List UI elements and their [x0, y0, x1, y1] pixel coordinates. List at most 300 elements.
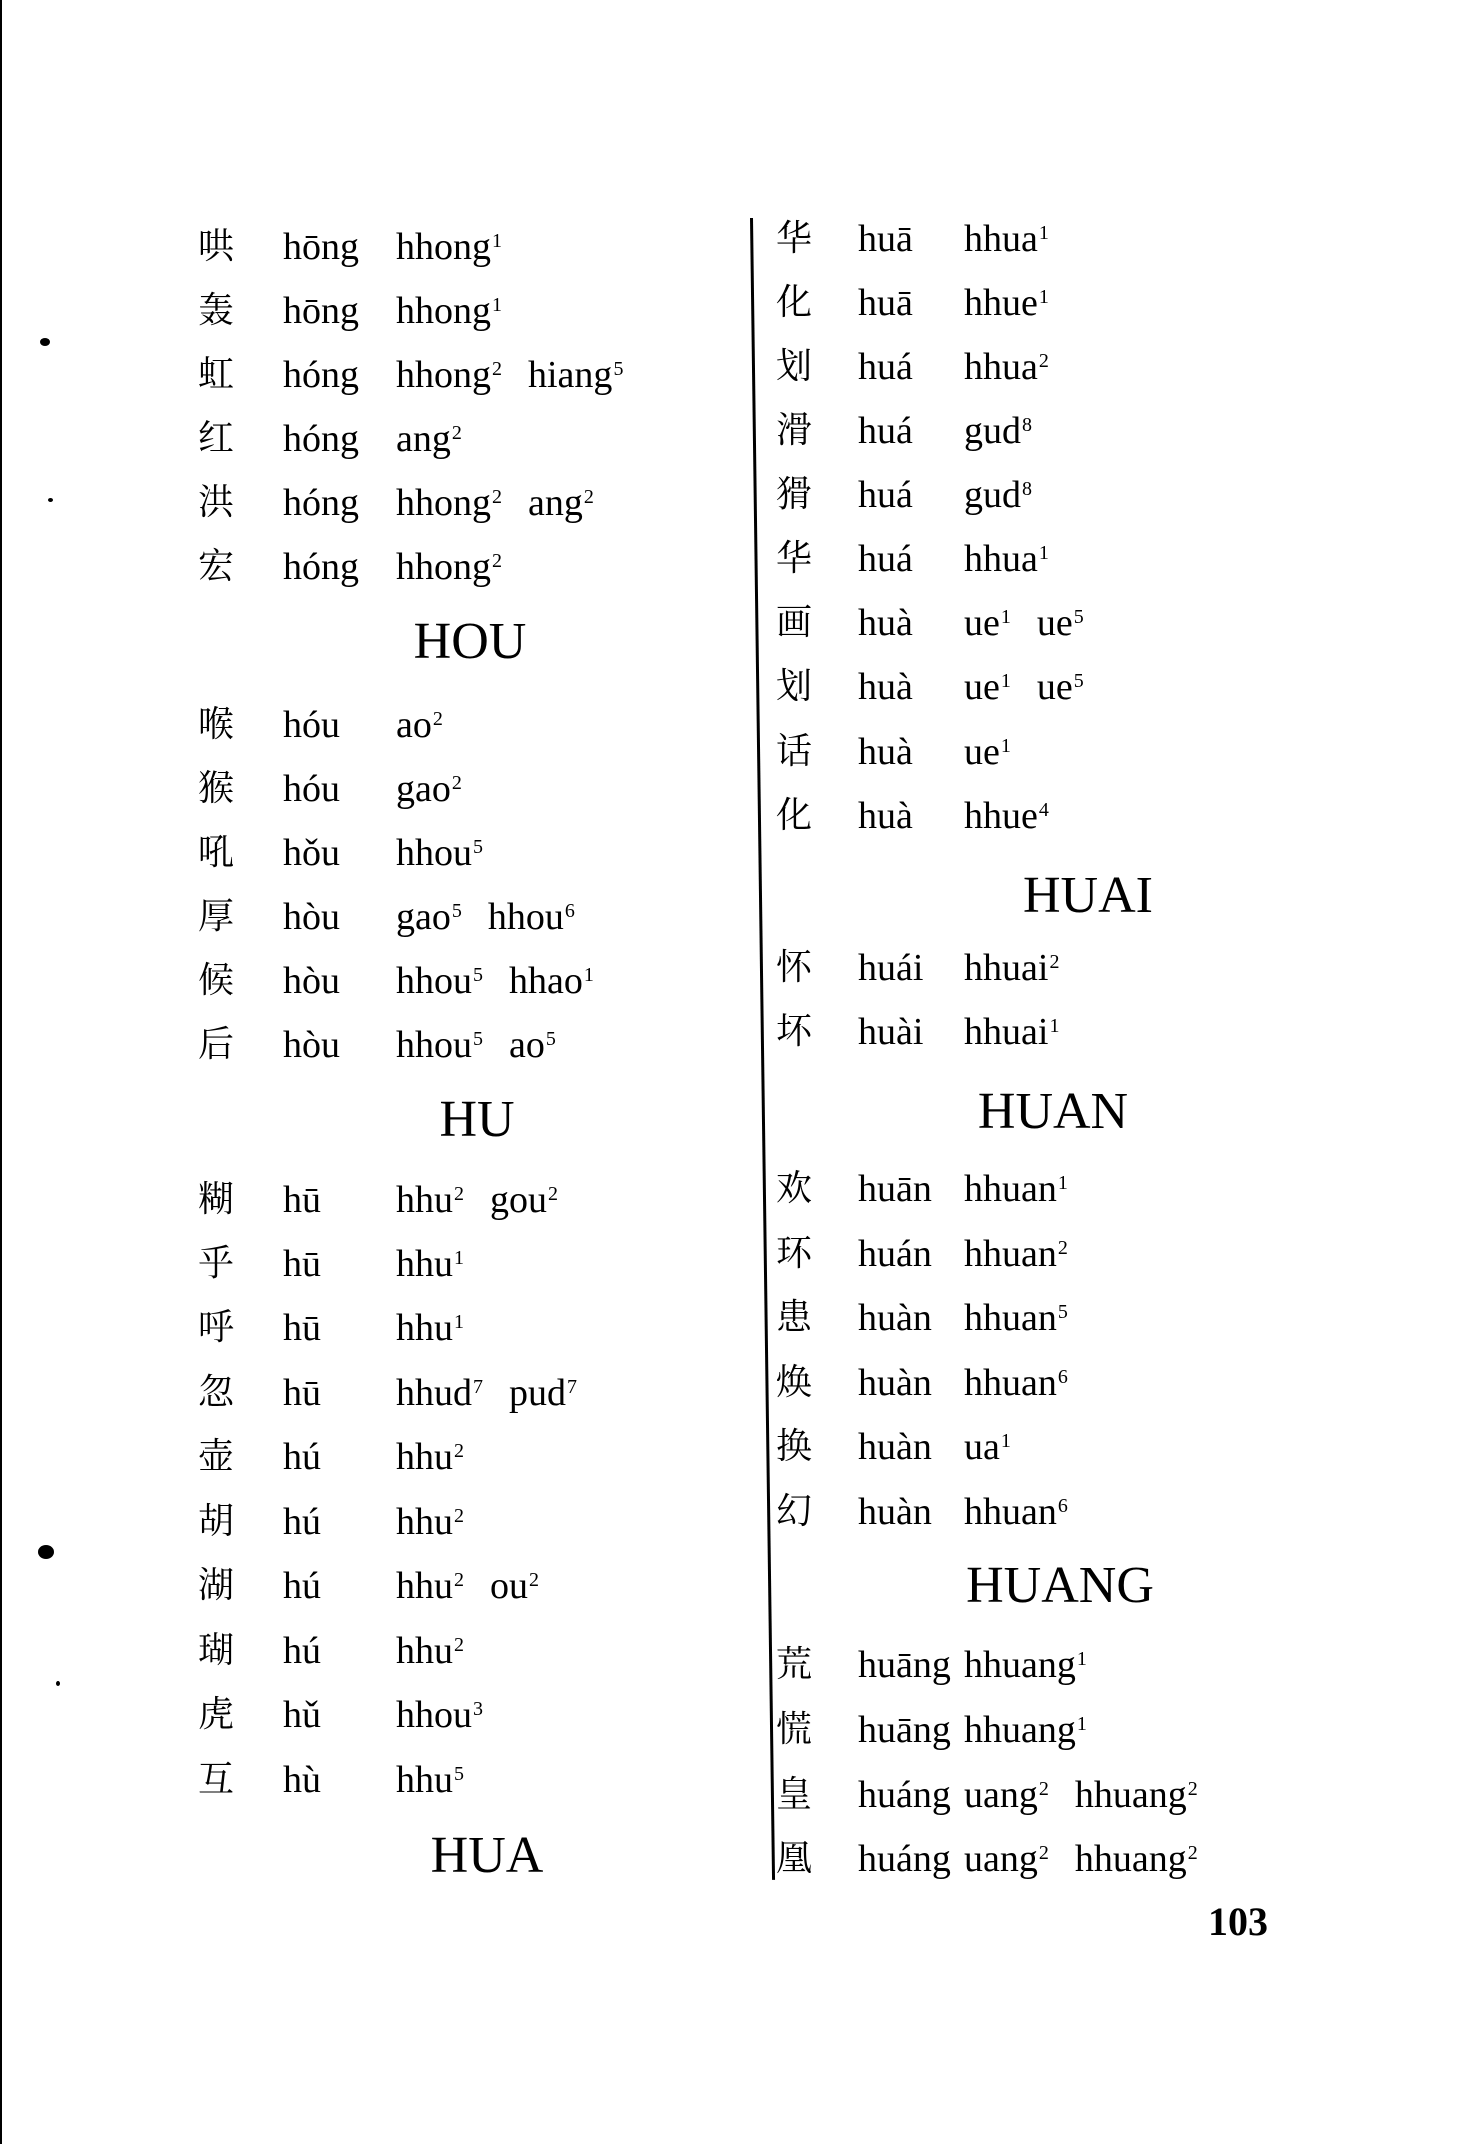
- reading-syllable: hhou: [396, 960, 472, 1002]
- dialect-reading: [964, 278, 1049, 328]
- reading-syllable: hhu: [396, 1759, 453, 1801]
- dialect-readings: [396, 1303, 490, 1353]
- reading-syllable: hhong: [396, 354, 491, 396]
- tone-number: 5: [473, 836, 483, 858]
- tone-number: 1: [1076, 1713, 1087, 1735]
- hanzi-character: 洪: [198, 482, 235, 523]
- dialect-reading: [964, 1487, 1068, 1537]
- dialect-readings: [964, 534, 1075, 584]
- dialect-readings: [396, 1561, 565, 1611]
- reading-syllable: ang: [528, 482, 583, 524]
- hanzi-character: 环: [776, 1233, 813, 1274]
- dialect-reading: [528, 350, 623, 400]
- tone-number: 1: [1038, 542, 1049, 564]
- tone-number: 6: [564, 900, 575, 922]
- mandarin-pinyin: huán: [858, 1233, 932, 1275]
- dialect-reading: [964, 470, 1032, 520]
- reading-syllable: gao: [396, 768, 451, 810]
- hanzi-character: 幻: [776, 1491, 813, 1532]
- tone-number: 2: [1049, 951, 1060, 973]
- tone-number: 1: [454, 1247, 464, 1269]
- reading-syllable: hhud: [396, 1372, 472, 1414]
- mandarin-pinyin: huāng: [858, 1644, 951, 1686]
- dialect-readings: [964, 1007, 1085, 1057]
- mandarin-pinyin: huāng: [858, 1709, 951, 1751]
- dialect-reading: [964, 1705, 1087, 1755]
- reading-syllable: pud: [509, 1372, 566, 1414]
- hanzi-character: 凰: [776, 1838, 813, 1879]
- dialect-reading: [964, 1007, 1059, 1057]
- hanzi-character: 轰: [198, 290, 235, 331]
- dialect-reading: [396, 350, 502, 400]
- dialect-readings: [964, 727, 1037, 777]
- dialect-readings: [964, 406, 1058, 456]
- dialect-readings: [396, 1432, 490, 1482]
- hanzi-character: 胡: [198, 1501, 235, 1542]
- reading-syllable: hhuan: [964, 1362, 1057, 1404]
- hanzi-character: 互: [198, 1759, 235, 1800]
- tone-number: 1: [492, 230, 502, 252]
- section-heading: HU: [439, 1091, 515, 1148]
- dialect-reading: [490, 1175, 558, 1225]
- dialect-readings: [964, 1293, 1094, 1343]
- tone-number: 2: [454, 1183, 464, 1205]
- mandarin-pinyin: hóng: [283, 546, 359, 588]
- dialect-readings: [396, 286, 528, 336]
- hanzi-character: 哄: [198, 226, 235, 267]
- hanzi-character: 换: [776, 1426, 813, 1467]
- dialect-reading: [964, 406, 1032, 456]
- dialect-reading: [396, 414, 462, 464]
- dialect-readings: [964, 470, 1058, 520]
- hanzi-character: 话: [776, 731, 813, 772]
- tone-number: 2: [548, 1183, 558, 1205]
- hanzi-character: 慌: [776, 1709, 813, 1750]
- scan-speck: [48, 498, 53, 502]
- tone-number: 1: [1038, 222, 1049, 244]
- reading-syllable: gou: [490, 1179, 547, 1221]
- dialect-reading: [396, 956, 483, 1006]
- reading-syllable: hhu: [396, 1179, 453, 1221]
- dialect-reading: [509, 956, 594, 1006]
- reading-syllable: ao: [509, 1024, 545, 1066]
- tone-number: 3: [473, 1698, 483, 1720]
- section-heading: HUAI: [1023, 867, 1153, 924]
- scan-speck: [40, 338, 50, 346]
- reading-syllable: hhue: [964, 795, 1038, 837]
- reading-syllable: hhou: [487, 896, 564, 938]
- reading-syllable: hhou: [396, 1694, 472, 1736]
- tone-number: 2: [492, 358, 502, 380]
- scan-speck: [38, 1545, 54, 1559]
- mandarin-pinyin: huàn: [858, 1426, 932, 1468]
- tone-number: 2: [451, 772, 462, 794]
- hanzi-character: 忽: [198, 1372, 235, 1413]
- dialect-reading: [488, 892, 575, 942]
- dialect-readings: [964, 598, 1110, 648]
- mandarin-pinyin: huáng: [858, 1774, 951, 1816]
- reading-syllable: hhong: [396, 290, 491, 332]
- tone-number: 1: [1000, 606, 1011, 628]
- tone-number: 2: [492, 486, 502, 508]
- dialect-readings: [396, 1626, 490, 1676]
- reading-syllable: hhuan: [964, 1233, 1057, 1275]
- reading-syllable: ou: [490, 1565, 528, 1607]
- dialect-reading: [964, 1164, 1068, 1214]
- reading-syllable: gud: [964, 410, 1021, 452]
- dialect-reading: [396, 222, 502, 272]
- section-heading: HUA: [430, 1827, 544, 1884]
- reading-syllable: hhuang: [964, 1709, 1076, 1751]
- tone-number: 2: [1038, 350, 1049, 372]
- hanzi-character: 猴: [198, 768, 235, 809]
- reading-syllable: hhong: [396, 482, 491, 524]
- reading-syllable: hhuan: [964, 1297, 1057, 1339]
- dialect-readings: [964, 1834, 1224, 1884]
- column-divider: [750, 218, 775, 1880]
- reading-syllable: hhu: [396, 1243, 453, 1285]
- reading-syllable: hhua: [964, 346, 1038, 388]
- hanzi-character: 宏: [198, 546, 235, 587]
- tone-number: 5: [473, 964, 483, 986]
- dialect-reading: [396, 1175, 464, 1225]
- page-edge-border: [0, 0, 2, 2144]
- reading-syllable: uang: [964, 1838, 1038, 1880]
- dialect-readings: [396, 478, 620, 528]
- mandarin-pinyin: hù: [283, 1759, 321, 1801]
- hanzi-character: 虎: [198, 1694, 235, 1735]
- dialect-reading: [964, 727, 1011, 777]
- section-heading: HOU: [413, 613, 527, 670]
- reading-syllable: gao: [396, 896, 451, 938]
- dialect-reading: [528, 478, 594, 528]
- tone-number: 4: [1038, 799, 1049, 821]
- dialect-reading: [1075, 1770, 1198, 1820]
- dialect-reading: [964, 1229, 1068, 1279]
- dialect-reading: [396, 1626, 464, 1676]
- hanzi-character: 坏: [776, 1011, 813, 1052]
- mandarin-pinyin: huān: [858, 1168, 932, 1210]
- mandarin-pinyin: hóng: [283, 482, 359, 524]
- dialect-reading: [964, 1640, 1087, 1690]
- dialect-readings: [396, 1175, 584, 1225]
- tone-number: 2: [432, 708, 443, 730]
- mandarin-pinyin: hóng: [283, 354, 359, 396]
- dialect-reading: [396, 828, 483, 878]
- tone-number: 2: [1038, 1842, 1049, 1864]
- dialect-readings: [396, 414, 488, 464]
- hanzi-character: 焕: [776, 1362, 813, 1403]
- hanzi-character: 糊: [198, 1179, 235, 1220]
- hanzi-character: 红: [198, 418, 235, 459]
- dialect-reading: [396, 478, 502, 528]
- hanzi-character: 候: [198, 960, 235, 1001]
- tone-number: 8: [1022, 414, 1032, 436]
- tone-number: 6: [1057, 1495, 1068, 1517]
- dialect-reading: [964, 943, 1059, 993]
- dialect-reading: [396, 1432, 464, 1482]
- dialect-readings: [396, 956, 620, 1006]
- tone-number: 2: [451, 422, 462, 444]
- page-number: 103: [1208, 1899, 1268, 1944]
- hanzi-character: 瑚: [198, 1630, 235, 1671]
- tone-number: 5: [454, 1763, 464, 1785]
- mandarin-pinyin: huà: [858, 795, 913, 837]
- mandarin-pinyin: hū: [283, 1179, 321, 1221]
- dialect-readings: [964, 214, 1075, 264]
- hanzi-character: 吼: [198, 832, 235, 873]
- dialect-readings: [396, 828, 509, 878]
- tone-number: 5: [473, 1028, 483, 1050]
- tone-number: 1: [1000, 1430, 1011, 1452]
- reading-syllable: hiang: [528, 354, 613, 396]
- reading-syllable: hhu: [396, 1565, 453, 1607]
- mandarin-pinyin: huā: [858, 218, 913, 260]
- dialect-readings: [964, 1358, 1094, 1408]
- tone-number: 2: [1038, 1778, 1049, 1800]
- tone-number: 5: [613, 358, 624, 380]
- mandarin-pinyin: huà: [858, 602, 913, 644]
- hanzi-character: 化: [776, 795, 813, 836]
- hanzi-character: 湖: [198, 1565, 235, 1606]
- tone-number: 2: [1187, 1778, 1198, 1800]
- reading-syllable: hhu: [396, 1501, 453, 1543]
- dialect-reading: [964, 1358, 1068, 1408]
- reading-syllable: gud: [964, 474, 1021, 516]
- tone-number: 2: [583, 486, 594, 508]
- reading-syllable: hhou: [396, 1024, 472, 1066]
- dialect-reading: [396, 286, 502, 336]
- dialect-readings: [396, 1239, 490, 1289]
- dialect-readings: [964, 342, 1075, 392]
- mandarin-pinyin: hǔ: [283, 1694, 321, 1736]
- mandarin-pinyin: huá: [858, 410, 913, 452]
- reading-syllable: ang: [396, 418, 451, 460]
- dialect-reading: [396, 1755, 464, 1805]
- hanzi-character: 患: [776, 1297, 813, 1338]
- mandarin-pinyin: hōng: [283, 290, 359, 332]
- tone-number: 1: [1000, 735, 1011, 757]
- dialect-reading: [396, 892, 462, 942]
- dialect-reading: [964, 662, 1011, 712]
- hanzi-character: 厚: [198, 896, 235, 937]
- dialect-reading: [396, 1690, 483, 1740]
- reading-syllable: hhuai: [964, 1011, 1049, 1053]
- reading-syllable: hhong: [396, 546, 491, 588]
- mandarin-pinyin: huàn: [858, 1362, 932, 1404]
- reading-syllable: hhao: [509, 960, 583, 1002]
- mandarin-pinyin: huá: [858, 474, 913, 516]
- mandarin-pinyin: hū: [283, 1307, 321, 1349]
- dialect-readings: [396, 892, 601, 942]
- tone-number: 5: [451, 900, 462, 922]
- reading-syllable: ao: [396, 704, 432, 746]
- reading-syllable: ue: [1036, 666, 1073, 708]
- dialect-readings: [396, 222, 528, 272]
- dialect-readings: [964, 943, 1085, 993]
- tone-number: 2: [1057, 1237, 1068, 1259]
- dialect-reading: [396, 1020, 483, 1070]
- hanzi-character: 滑: [776, 410, 813, 451]
- dialect-readings: [396, 350, 649, 400]
- reading-syllable: hhua: [964, 538, 1038, 580]
- dialect-reading: [964, 1293, 1068, 1343]
- tone-number: 5: [545, 1028, 556, 1050]
- dialect-reading: [964, 1770, 1049, 1820]
- hanzi-character: 华: [776, 538, 813, 579]
- dialect-readings: [964, 1640, 1113, 1690]
- tone-number: 5: [1057, 1301, 1068, 1323]
- dialect-reading: [396, 1561, 464, 1611]
- hanzi-character: 壶: [198, 1436, 235, 1477]
- dialect-reading: [396, 1239, 464, 1289]
- tone-number: 2: [1187, 1842, 1198, 1864]
- section-heading: HUAN: [977, 1083, 1129, 1140]
- reading-syllable: uang: [964, 1774, 1038, 1816]
- dialect-reading: [509, 1368, 577, 1418]
- dialect-readings: [964, 1422, 1037, 1472]
- hanzi-character: 皇: [776, 1774, 813, 1815]
- mandarin-pinyin: huàn: [858, 1491, 932, 1533]
- hanzi-character: 猾: [776, 474, 813, 515]
- mandarin-pinyin: hòu: [283, 960, 340, 1002]
- mandarin-pinyin: hū: [283, 1243, 321, 1285]
- mandarin-pinyin: huàn: [858, 1297, 932, 1339]
- mandarin-pinyin: hú: [283, 1436, 321, 1478]
- dialect-readings: [964, 1229, 1094, 1279]
- dialect-readings: [396, 700, 469, 750]
- mandarin-pinyin: hōng: [283, 226, 359, 268]
- reading-syllable: hhuang: [1074, 1838, 1187, 1880]
- tone-number: 2: [529, 1569, 539, 1591]
- reading-syllable: ue: [964, 602, 1000, 644]
- mandarin-pinyin: hū: [283, 1372, 321, 1414]
- mandarin-pinyin: huā: [858, 282, 913, 324]
- reading-syllable: hhuang: [1074, 1774, 1187, 1816]
- dialect-readings: [964, 662, 1110, 712]
- dialect-reading: [396, 1497, 464, 1547]
- dialect-reading: [964, 791, 1049, 841]
- tone-number: 1: [1057, 1172, 1068, 1194]
- dialect-reading: [396, 542, 502, 592]
- tone-number: 1: [1049, 1015, 1060, 1037]
- dialect-readings: [396, 1020, 582, 1070]
- reading-syllable: ue: [964, 666, 1000, 708]
- hanzi-character: 喉: [198, 704, 235, 745]
- hanzi-character: 乎: [198, 1243, 235, 1284]
- hanzi-character: 欢: [776, 1168, 813, 1209]
- mandarin-pinyin: huáng: [858, 1838, 951, 1880]
- reading-syllable: hhuai: [964, 947, 1049, 989]
- dialect-reading: [964, 1422, 1011, 1472]
- mandarin-pinyin: hòu: [283, 896, 340, 938]
- hanzi-character: 划: [776, 666, 813, 707]
- scan-speck: [56, 1681, 60, 1686]
- reading-syllable: hhuan: [964, 1491, 1057, 1533]
- dialect-reading: [964, 214, 1049, 264]
- tone-number: 2: [492, 550, 502, 572]
- reading-syllable: ue: [1036, 602, 1073, 644]
- dialect-reading: [396, 1303, 464, 1353]
- mandarin-pinyin: hǒu: [283, 832, 340, 874]
- tone-number: 7: [473, 1376, 483, 1398]
- reading-syllable: hhu: [396, 1307, 453, 1349]
- mandarin-pinyin: huài: [858, 1011, 924, 1053]
- dialect-reading: [509, 1020, 556, 1070]
- dialect-readings: [396, 542, 528, 592]
- mandarin-pinyin: hóu: [283, 704, 340, 746]
- dialect-readings: [396, 1755, 490, 1805]
- tone-number: 1: [1076, 1648, 1087, 1670]
- hanzi-character: 划: [776, 346, 813, 387]
- hanzi-character: 后: [198, 1024, 235, 1065]
- hanzi-character: 荒: [776, 1644, 813, 1685]
- dialect-readings: [964, 1770, 1224, 1820]
- mandarin-pinyin: hú: [283, 1565, 321, 1607]
- dialect-reading: [964, 1834, 1049, 1884]
- tone-number: 6: [1057, 1366, 1068, 1388]
- hanzi-character: 化: [776, 282, 813, 323]
- dialect-readings: [964, 1164, 1094, 1214]
- hanzi-character: 华: [776, 218, 813, 259]
- dialect-reading: [396, 700, 443, 750]
- dialect-reading: [1037, 662, 1084, 712]
- hanzi-character: 画: [776, 602, 813, 643]
- dialect-readings: [964, 1487, 1094, 1537]
- tone-number: 2: [454, 1440, 464, 1462]
- tone-number: 1: [454, 1311, 464, 1333]
- dialect-readings: [396, 1690, 509, 1740]
- dialect-readings: [396, 764, 488, 814]
- mandarin-pinyin: hóng: [283, 418, 359, 460]
- mandarin-pinyin: hóu: [283, 768, 340, 810]
- tone-number: 5: [1073, 606, 1084, 628]
- dialect-reading: [964, 534, 1049, 584]
- mandarin-pinyin: hú: [283, 1630, 321, 1672]
- reading-syllable: hhou: [396, 832, 472, 874]
- dialect-reading: [396, 764, 462, 814]
- tone-number: 1: [1000, 670, 1011, 692]
- tone-number: 5: [1073, 670, 1084, 692]
- tone-number: 1: [492, 294, 502, 316]
- tone-number: 1: [583, 964, 594, 986]
- mandarin-pinyin: huà: [858, 666, 913, 708]
- reading-syllable: hhua: [964, 218, 1038, 260]
- tone-number: 8: [1022, 478, 1032, 500]
- reading-syllable: hhong: [396, 226, 491, 268]
- dialect-reading: [1037, 598, 1084, 648]
- mandarin-pinyin: huá: [858, 346, 913, 388]
- dialect-readings: [396, 1497, 490, 1547]
- dialect-reading: [490, 1561, 539, 1611]
- mandarin-pinyin: hú: [283, 1501, 321, 1543]
- dialect-readings: [964, 791, 1075, 841]
- reading-syllable: hhuan: [964, 1168, 1057, 1210]
- dialect-readings: [964, 278, 1075, 328]
- reading-syllable: ua: [964, 1426, 1000, 1468]
- dialect-readings: [964, 1705, 1113, 1755]
- tone-number: 2: [454, 1634, 464, 1656]
- tone-number: 2: [454, 1505, 464, 1527]
- mandarin-pinyin: huái: [858, 947, 924, 989]
- tone-number: 7: [567, 1376, 577, 1398]
- mandarin-pinyin: huà: [858, 731, 913, 773]
- dialect-reading: [396, 1368, 483, 1418]
- reading-syllable: hhu: [396, 1630, 453, 1672]
- hanzi-character: 呼: [198, 1307, 235, 1348]
- reading-syllable: ue: [964, 731, 1000, 773]
- section-heading: HUANG: [966, 1557, 1154, 1614]
